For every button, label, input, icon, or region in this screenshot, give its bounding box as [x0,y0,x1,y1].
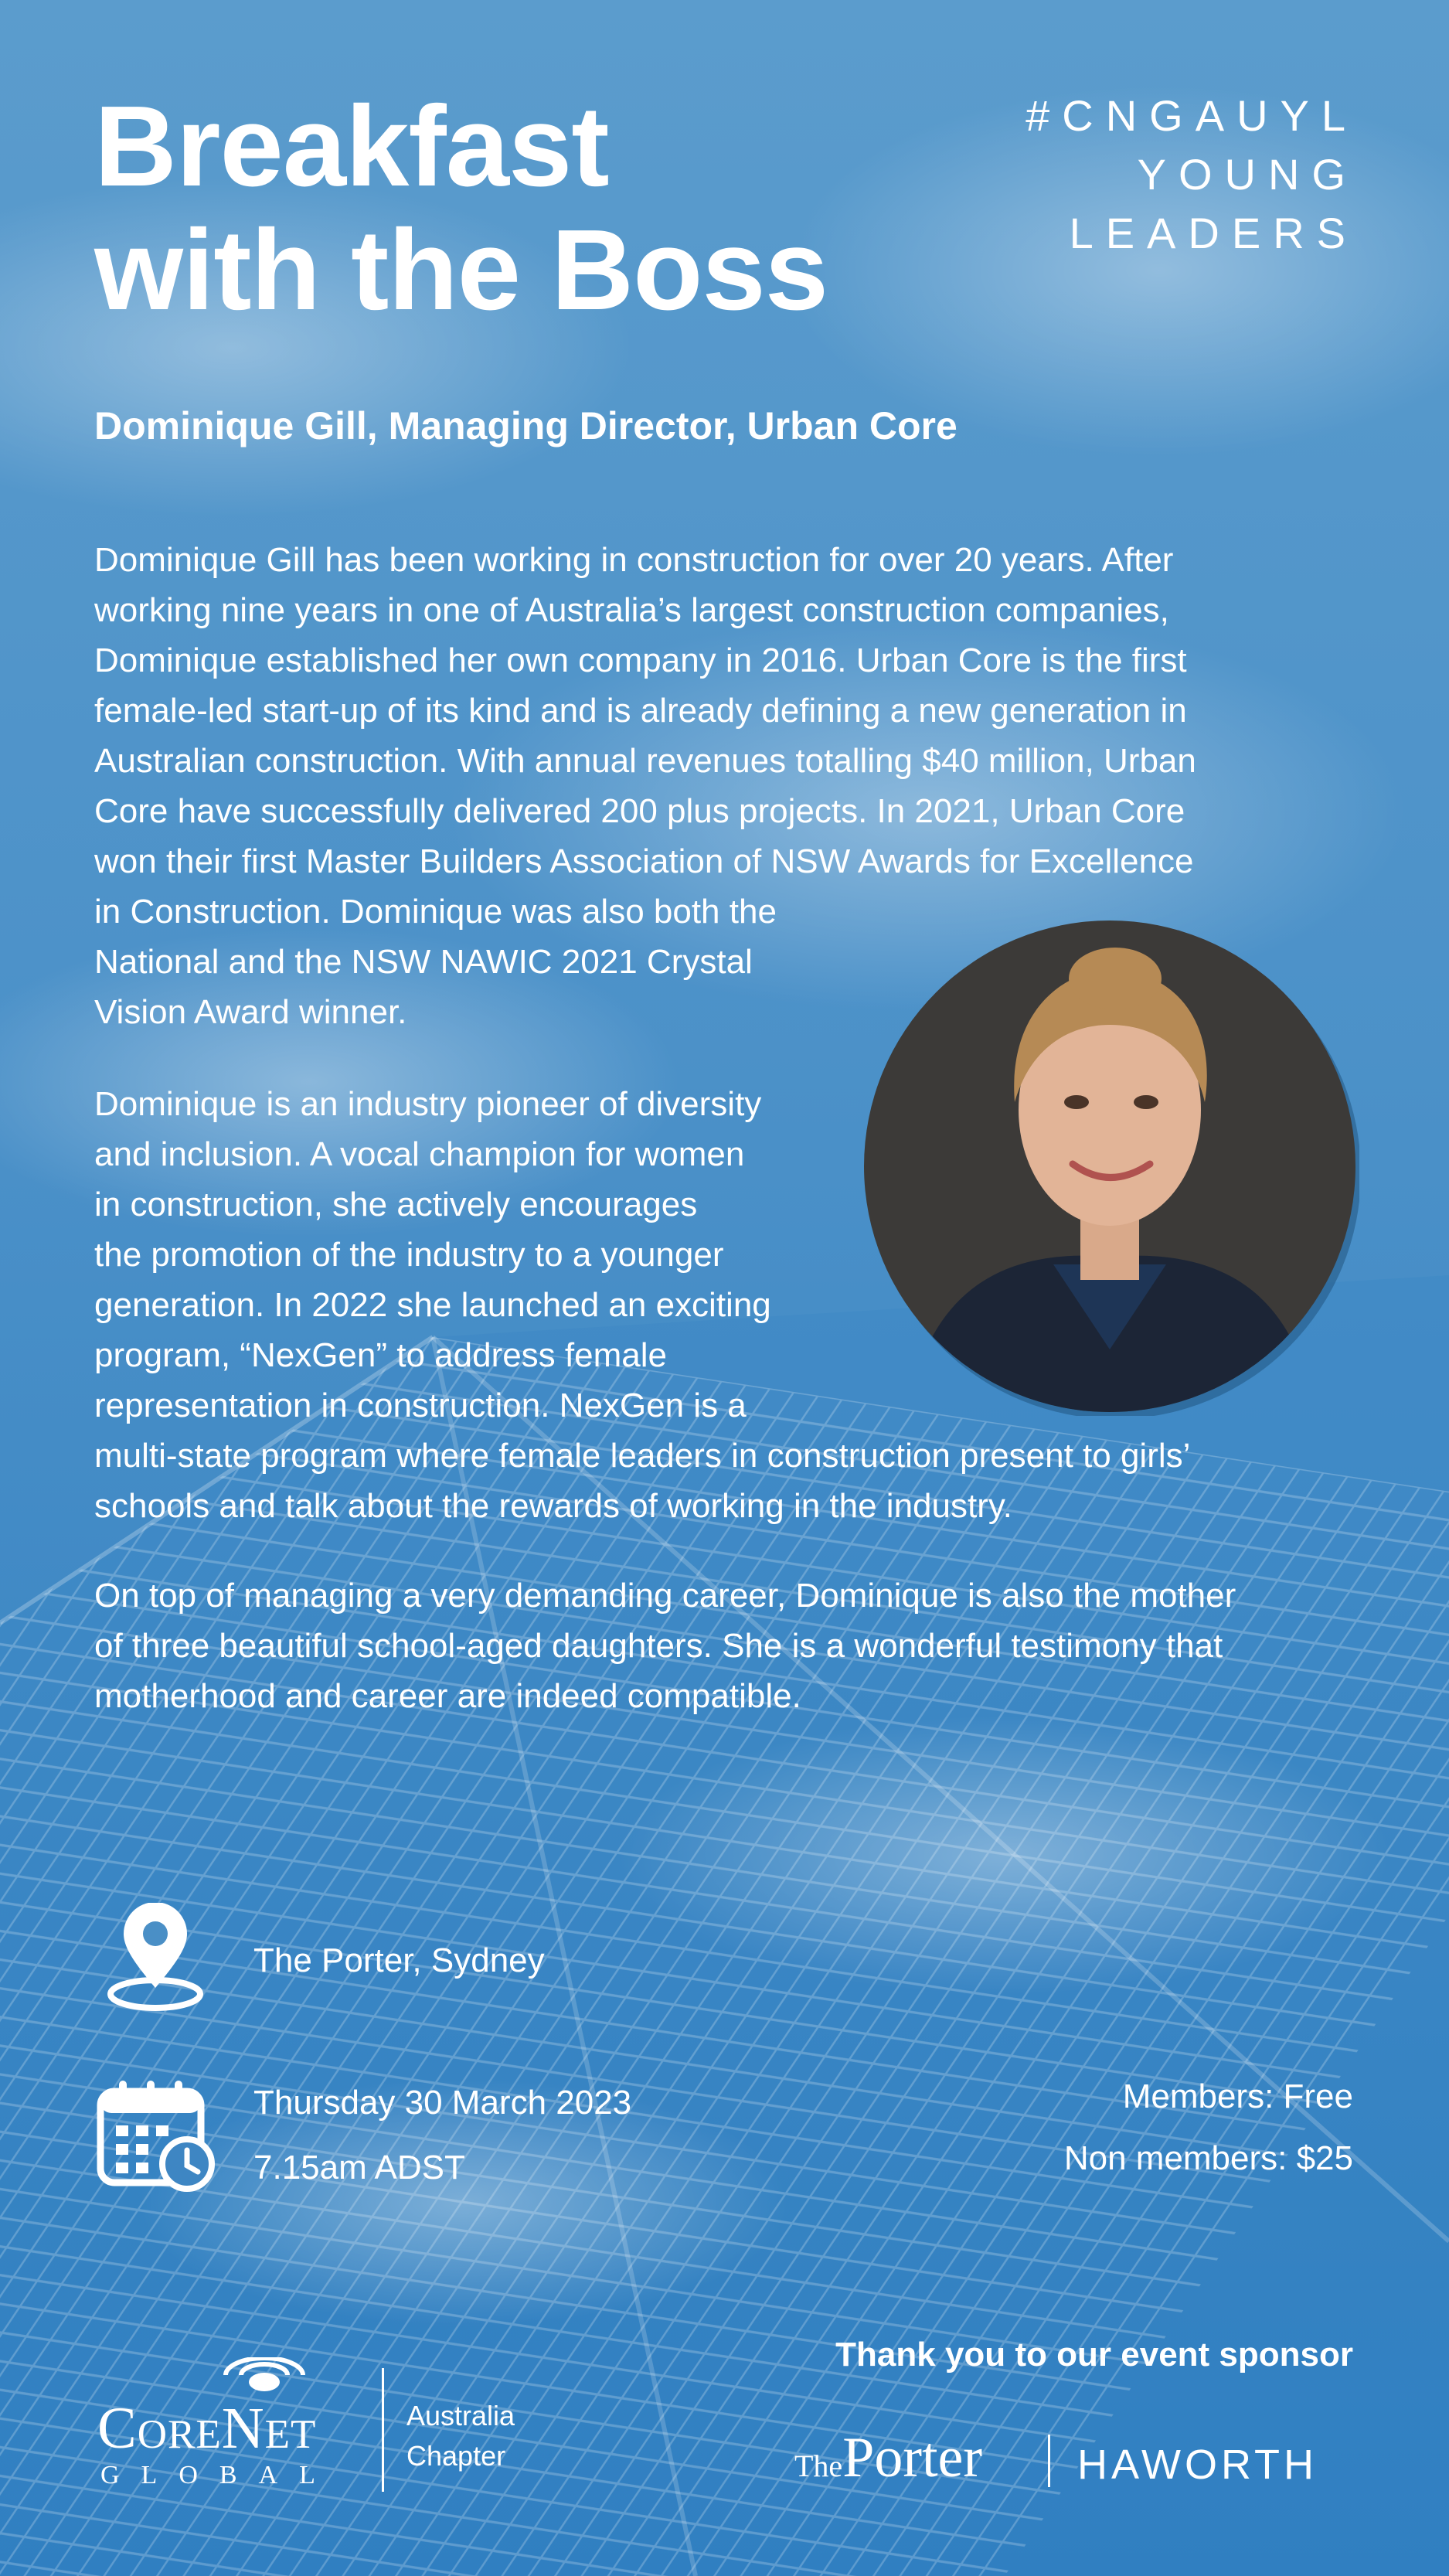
chapter-line-1: Australia [406,2400,515,2431]
bio-line: working nine years in one of Australia’s largest construction companies, [94,591,1169,629]
hashtag-young-leaders [1026,87,1358,263]
bio-line: in construction, she actively encourages [94,1186,698,1223]
the-porter-prefix: The [794,2448,843,2483]
bio-line: female-led start-up of its kind and is already defining a new generation in [94,692,1187,730]
the-porter-name: Porter [842,2426,983,2489]
event-time: 7.15am ADST [253,2149,465,2186]
event-title-line-1: Breakfast [94,83,609,210]
bio-line: Dominique established her own company in 2016. Urban Core is the first [94,641,1187,679]
bio-line: National and the NSW NAWIC 2021 Crystal [94,943,753,981]
non-members-price: Non members: $25 [1063,2139,1353,2177]
event-date: Thursday 30 March 2023 [253,2084,632,2122]
haworth-logo: HAWORTH [1077,2442,1318,2488]
corenet-emblem-icon [218,2357,311,2393]
bio-line: program, “NexGen” to address female [94,1336,667,1374]
bio-line: On top of managing a very demanding career, Dominique is also the mother [94,1577,1236,1615]
speaker-portrait [860,917,1359,1416]
bio-line: Vision Award winner. [94,993,407,1031]
bio-line: generation. In 2022 she launched an exciting [94,1286,771,1324]
corenet-global-logo [94,2357,372,2496]
hashtag-line-2: YOUNG [1137,150,1358,199]
bio-line: the promotion of the industry to a younger [94,1236,724,1274]
bio-line: won their first Master Builders Association of NSW Awards for Excellence [94,842,1194,880]
event-title [94,85,828,332]
event-title-line-2: with the Boss [94,206,828,334]
members-price: Members: Free [1122,2077,1353,2115]
bio-line: of three beautiful school-aged daughters. She is a wonderful testimony that [94,1627,1223,1665]
sponsor-heading: Thank you to our event sponsor [835,2336,1353,2374]
hashtag-line-1: #CNGAUYL [1026,91,1358,140]
bio-line: Australian construction. With annual revenues totalling $40 million, Urban [94,742,1196,780]
bio-line: Dominique Gill has been working in construction for over 20 years. After [94,541,1174,579]
speaker-subtitle: Dominique Gill, Managing Director, Urban Core [94,404,957,447]
corenet-wordmark: CoreNet [97,2396,317,2461]
bio-line: representation in construction. NexGen is a [94,1387,747,1424]
event-location: The Porter, Sydney [253,1941,545,1979]
calendar-clock-icon [96,2077,216,2193]
bio-line: Core have successfully delivered 200 plus projects. In 2021, Urban Core [94,792,1185,830]
bio-line: Dominique is an industry pioneer of diversity [94,1085,762,1123]
hashtag-line-3: LEADERS [1069,209,1358,257]
bio-line: and inclusion. A vocal champion for women [94,1135,745,1173]
bio-line: in Construction. Dominique was also both the [94,893,777,931]
bio-paragraph-3 [94,1570,1236,1721]
sponsor-divider [1048,2435,1050,2487]
the-porter-logo [794,2425,982,2491]
bio-line: schools and talk about the rewards of working in the industry. [94,1487,1012,1525]
chapter-label [406,2396,515,2476]
location-pin-icon [105,1903,206,2013]
logo-divider [382,2368,384,2492]
bio-line: multi-state program where female leaders in construction present to girls’ [94,1437,1191,1475]
chapter-line-2: Chapter [406,2440,506,2472]
bio-line: motherhood and career are indeed compatible. [94,1677,801,1715]
global-wordmark: GLOBAL [100,2461,337,2489]
